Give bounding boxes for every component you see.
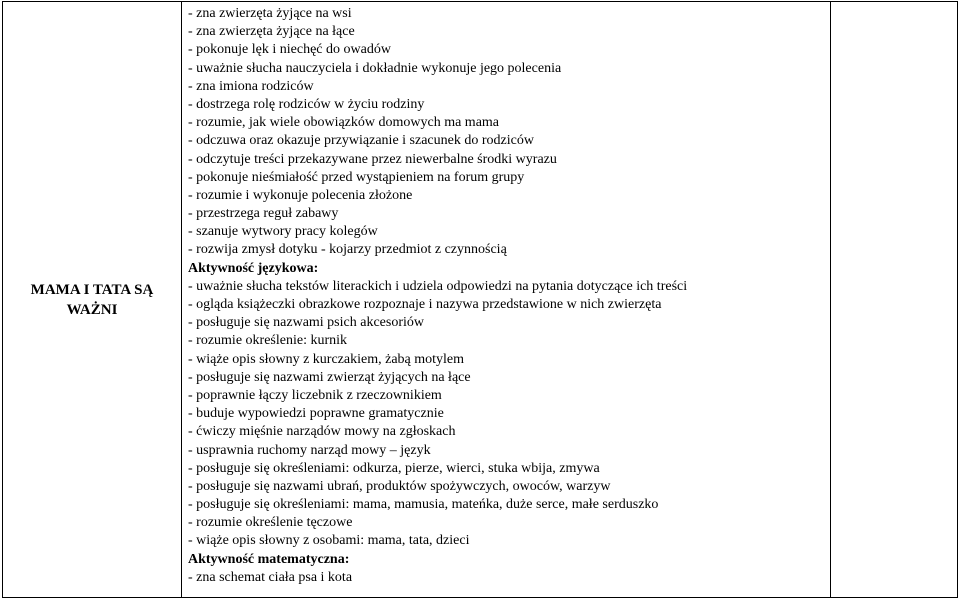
- goal-item: - pokonuje nieśmiałość przed wystąpieniem na forum grupy: [188, 169, 525, 185]
- section-heading: Aktywność matematyczna:: [188, 551, 350, 567]
- goal-item: - zna schemat ciała psa i kota: [188, 569, 353, 585]
- goal-item: - posługuje się nazwami zwierząt żyjących na łące: [188, 369, 471, 385]
- goal-item: - uważnie słucha tekstów literackich i udziela odpowiedzi na pytania dotyczące ich treści: [188, 278, 688, 294]
- goal-item: - usprawnia ruchomy narząd mowy – język: [188, 442, 431, 458]
- goal-item: - odczuwa oraz okazuje przywiązanie i szacunek do rodziców: [188, 133, 534, 149]
- goal-item: - uważnie słucha nauczyciela i dokładnie wykonuje jego polecenia: [188, 60, 562, 76]
- goal-item: - buduje wypowiedzi poprawne gramatycznie: [188, 406, 444, 422]
- goal-item: - posługuje się określeniami: mama, mamusia, mateńka, duże serce, małe serduszko: [188, 497, 659, 513]
- goal-item: - rozumie określenie tęczowe: [188, 515, 353, 531]
- goal-item: - poprawnie łączy liczebnik z rzeczownikiem: [188, 387, 442, 403]
- goal-item: - posługuje się nazwami psich akcesoriów: [188, 315, 424, 331]
- goal-item: - rozumie określenie: kurnik: [188, 333, 348, 349]
- content-table: [2, 1, 958, 598]
- goal-item: - odczytuje treści przekazywane przez niewerbalne środki wyrazu: [188, 151, 557, 167]
- column-divider-1: [181, 2, 182, 597]
- goal-item: - zna imiona rodziców: [188, 78, 314, 94]
- goal-item: - dostrzega rolę rodziców w życiu rodziny: [188, 96, 425, 112]
- goal-item: - pokonuje lęk i niechęć do owadów: [188, 42, 391, 58]
- goal-item: - posługuje się określeniami: odkurza, pierze, wierci, stuka wbija, zmywa: [188, 460, 600, 476]
- goal-item: - zna zwierzęta żyjące na łące: [188, 24, 355, 40]
- section-heading: Aktywność językowa:: [188, 260, 319, 276]
- topic-title: MAMA I TATA SĄ WAŻNI: [30, 281, 154, 318]
- goal-item: - wiąże opis słowny z kurczakiem, żabą motylem: [188, 351, 465, 367]
- topic-cell: [3, 2, 181, 597]
- goal-item: - przestrzega reguł zabawy: [188, 206, 339, 222]
- goal-item: - szanuje wytwory pracy kolegów: [188, 224, 378, 240]
- empty-cell: [831, 2, 957, 597]
- goal-item: - zna zwierzęta żyjące na wsi: [188, 6, 352, 21]
- goal-item: - rozumie i wykonuje polecenia złożone: [188, 187, 413, 203]
- goal-item: - posługuje się nazwami ubrań, produktów spożywczych, owoców, warzyw: [188, 478, 611, 494]
- goals-cell: [188, 5, 828, 587]
- goal-item: - rozumie, jak wiele obowiązków domowych ma mama: [188, 115, 500, 131]
- goal-item: - wiąże opis słowny z osobami: mama, tata, dzieci: [188, 533, 470, 549]
- goal-item: - rozwija zmysł dotyku - kojarzy przedmiot z czynnością: [188, 242, 507, 258]
- goal-item: - ćwiczy mięśnie narządów mowy na zgłoskach: [188, 424, 456, 440]
- goal-item: - ogląda książeczki obrazkowe rozpoznaje i nazywa przedstawione w nich zwierzęta: [188, 297, 662, 312]
